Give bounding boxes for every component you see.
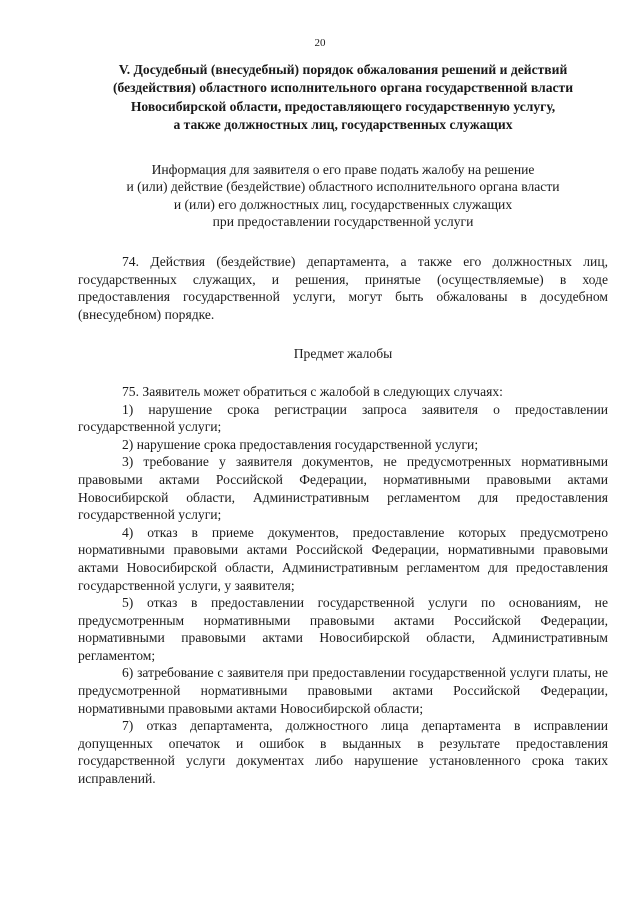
- info-line: и (или) действие (бездействие) областного исполнительного органа власти: [126, 179, 560, 195]
- paragraph-75: 75. Заявитель может обратиться с жалобой в следующих случаях:: [122, 383, 503, 399]
- section-title: [78, 61, 608, 135]
- section-title-line: (бездействия) областного исполнительного органа государственной власти: [112, 80, 574, 96]
- list-item: 3) требование у заявителя документов, не предусмотренных нормативными правовыми актами Российской Федерации, нормативными правовыми актами Новосибирской области, Административным регламентом для предоставления государственной услуги;: [78, 454, 608, 523]
- section-title-line: а также должностных лиц, государственных служащих: [173, 117, 513, 133]
- page-number: 20: [314, 37, 326, 49]
- list-item: 5) отказ в предоставлении государственной услуги по основаниям, не предусмотренным нормативными правовыми актами Российской Федерации, нормативными правовыми актами Новосибирской области, Административным регламентом;: [78, 595, 608, 663]
- section-title-line: Новосибирской области, предоставляющего государственную услугу,: [130, 98, 556, 114]
- list-item: 4) отказ в приеме документов, предоставление которых предусмотрено нормативными правовыми актами Российской Федерации, нормативными правовыми актами Новосибирской области, Административным регламентом для предоставления государственной услуги, у заявителя;: [78, 524, 608, 593]
- list-item: 6) затребование с заявителя при предоставлении государственной услуги платы, не предусмотренной нормативными правовыми актами Российской Федерации, нормативными правовыми актами Новосибирской области;: [78, 665, 608, 716]
- list-item: 1) нарушение срока регистрации запроса заявителя о предоставлении государственной услуги;: [78, 401, 608, 435]
- applicant-info-heading: [78, 161, 608, 231]
- complaint-cases-list: [78, 401, 608, 788]
- page-content: [78, 61, 608, 788]
- info-line: Информация для заявителя о его праве подать жалобу на решение: [151, 161, 535, 177]
- list-item: 2) нарушение срока предоставления государственной услуги;: [122, 436, 479, 452]
- paragraph-74: 74. Действия (бездействие) департамента, а также его должностных лиц, государственных служащих, и решения, принятые (осуществляемые) в ходе предоставления государственной услуги, могут быть обжалованы в досудебном (внесудебном) порядке.: [78, 254, 608, 322]
- info-line: при предоставлении государственной услуги: [212, 214, 474, 230]
- list-item: 7) отказ департамента, должностного лица департамента в исправлении допущенных опечаток и ошибок в выданных в результате предоставления государственной услуги документах либо нарушение установленного срока таких исправлений.: [78, 718, 608, 787]
- section-title-line: V. Досудебный (внесудебный) порядок обжалования решений и действий: [118, 62, 568, 77]
- complaint-subject-heading: Предмет жалобы: [293, 346, 393, 362]
- info-line: и (или) его должностных лиц, государственных служащих: [173, 196, 513, 212]
